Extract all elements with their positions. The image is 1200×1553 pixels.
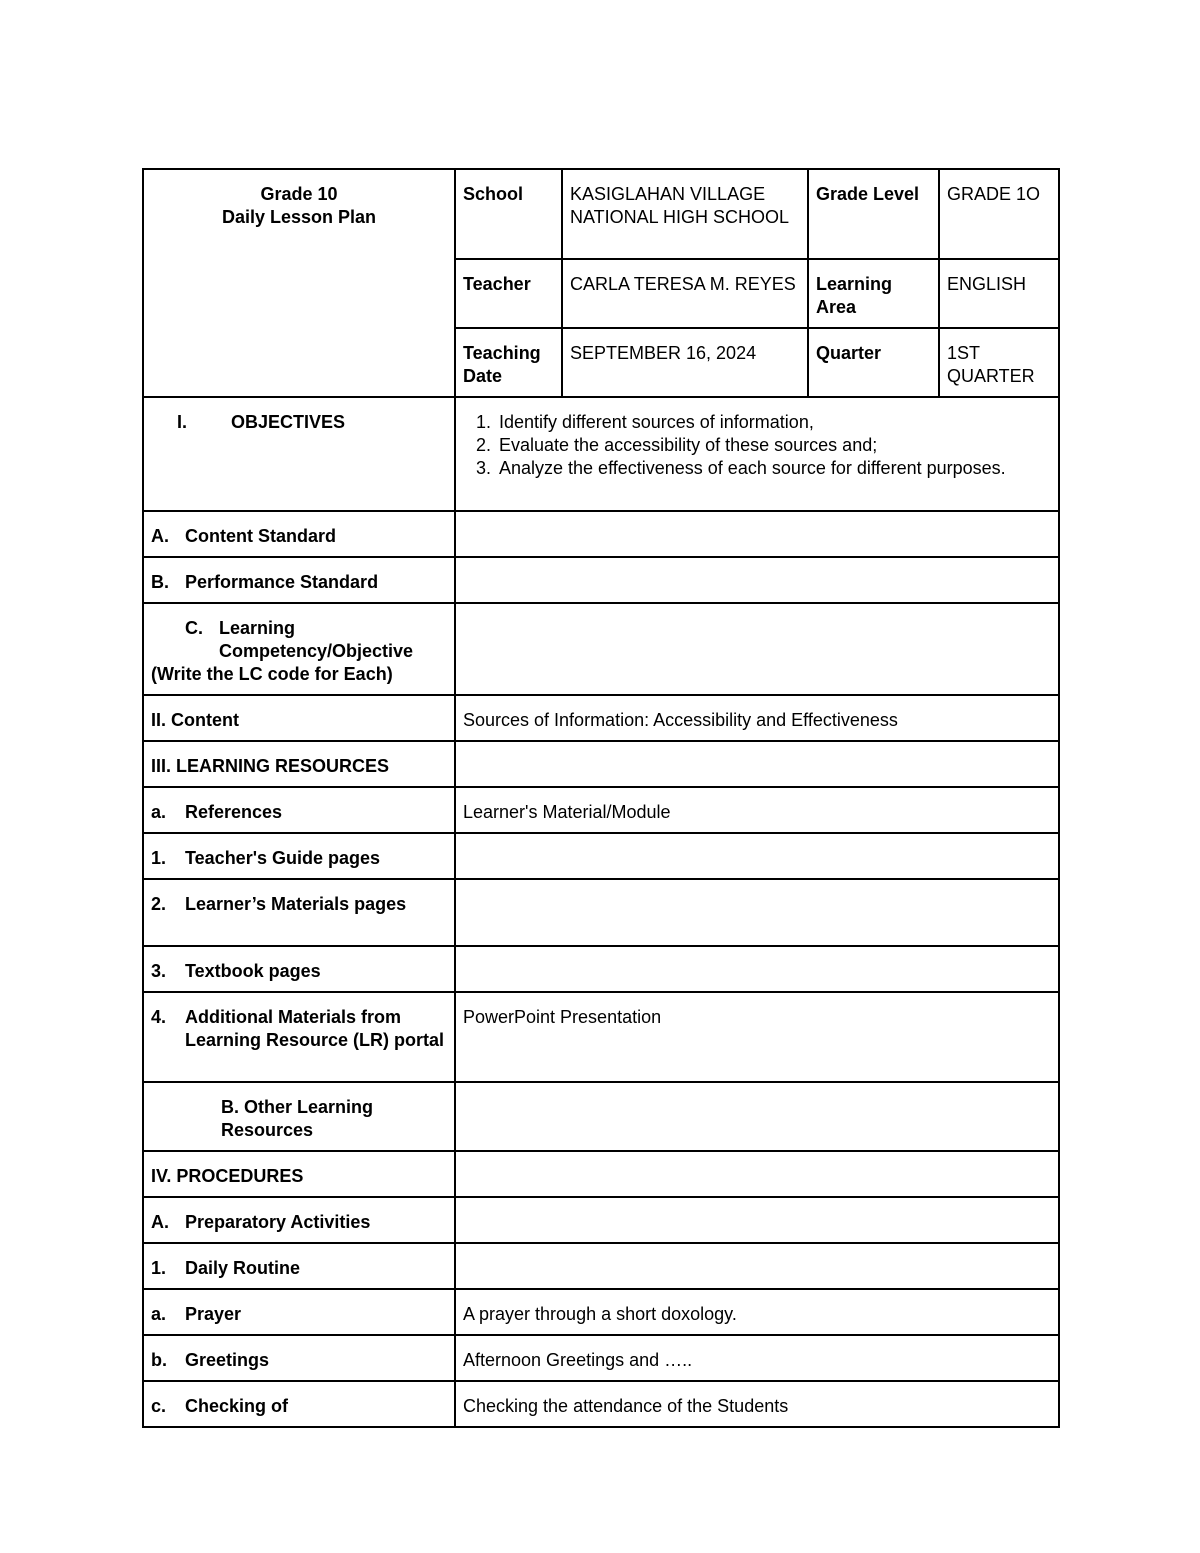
additional-materials-row — [143, 992, 1059, 1082]
performance-standard-row — [143, 557, 1059, 603]
content-standard-label: Content Standard — [185, 526, 336, 546]
objectives-label: OBJECTIVES — [231, 412, 346, 432]
school-value: KASIGLAHAN VILLAGE NATIONAL HIGH SCHOOL — [562, 169, 808, 259]
objectives-label-cell — [143, 397, 455, 511]
content-row — [143, 695, 1059, 741]
checking-value: Checking the attendance of the Students — [455, 1381, 1059, 1427]
row-number: b. — [151, 1350, 167, 1370]
learners-materials-row — [143, 879, 1059, 946]
quarter-value: 1ST QUARTER — [939, 328, 1059, 397]
prayer-value: A prayer through a short doxology. — [455, 1289, 1059, 1335]
objective-item: 3. Analyze the effectiveness of each source for different purposes. — [475, 458, 1006, 478]
row-number: 1. — [151, 848, 167, 868]
row-number: B. — [151, 572, 169, 592]
learning-resources-label: III. LEARNING RESOURCES — [143, 741, 455, 787]
teaching-date-label: Teaching Date — [455, 328, 562, 397]
objectives-number: I. — [177, 412, 188, 432]
daily-routine-value — [455, 1243, 1059, 1289]
lesson-plan-table — [142, 168, 1060, 1428]
objective-item: 1. Identify different sources of information, — [475, 412, 814, 432]
additional-materials-label: Additional Materials from Learning Resource (LR) portal — [185, 1007, 445, 1050]
teacher-value: CARLA TERESA M. REYES — [562, 259, 808, 328]
row-number: 3. — [151, 961, 167, 981]
greetings-label: Greetings — [185, 1350, 270, 1370]
checking-label: Checking of — [185, 1396, 289, 1416]
teachers-guide-row — [143, 833, 1059, 879]
other-resources-row — [143, 1082, 1059, 1151]
references-value: Learner's Material/Module — [455, 787, 1059, 833]
preparatory-label: Preparatory Activities — [185, 1212, 371, 1232]
checking-row — [143, 1381, 1059, 1427]
greetings-value: Afternoon Greetings and ….. — [455, 1335, 1059, 1381]
daily-routine-row — [143, 1243, 1059, 1289]
other-resources-label: B. Other Learning Resources — [143, 1082, 455, 1151]
row-number: C. — [185, 618, 203, 638]
school-label: School — [455, 169, 562, 259]
procedures-value — [455, 1151, 1059, 1197]
prayer-label: Prayer — [185, 1304, 242, 1324]
row-number: c. — [151, 1396, 167, 1416]
objective-item: 2. Evaluate the accessibility of these sources and; — [475, 435, 878, 455]
header-row-school — [143, 169, 1059, 259]
teaching-date-value: SEPTEMBER 16, 2024 — [562, 328, 808, 397]
learning-competency-row — [143, 603, 1059, 695]
grade-level-value: GRADE 1O — [939, 169, 1059, 259]
performance-standard-label: Performance Standard — [185, 572, 379, 592]
content-standard-row — [143, 511, 1059, 557]
learning-competency-label: Learning Competency/Objective — [219, 618, 414, 661]
learning-resources-value — [455, 741, 1059, 787]
row-number: 1. — [151, 1258, 167, 1278]
textbook-label: Textbook pages — [185, 961, 321, 981]
plan-title-cell — [143, 169, 455, 397]
learners-materials-value — [455, 879, 1059, 946]
grade-level-label: Grade Level — [808, 169, 939, 259]
learning-area-value: ENGLISH — [939, 259, 1059, 328]
row-number: A. — [151, 526, 169, 546]
content-label: II. Content — [143, 695, 455, 741]
textbook-value — [455, 946, 1059, 992]
textbook-row — [143, 946, 1059, 992]
greetings-row — [143, 1335, 1059, 1381]
learners-materials-label: Learner’s Materials pages — [185, 894, 407, 914]
objectives-row — [143, 397, 1059, 511]
additional-materials-value: PowerPoint Presentation — [455, 992, 1059, 1082]
performance-standard-value — [455, 557, 1059, 603]
row-number: 4. — [151, 1007, 167, 1027]
row-number: a. — [151, 802, 167, 822]
teachers-guide-value — [455, 833, 1059, 879]
procedures-label: IV. PROCEDURES — [143, 1151, 455, 1197]
plan-title-dlp: Daily Lesson Plan — [221, 207, 377, 227]
row-number: A. — [151, 1212, 169, 1232]
content-value: Sources of Information: Accessibility and Effectiveness — [455, 695, 1059, 741]
learning-competency-value — [455, 603, 1059, 695]
daily-routine-label: Daily Routine — [185, 1258, 301, 1278]
row-number: a. — [151, 1304, 167, 1324]
content-standard-value — [455, 511, 1059, 557]
references-row — [143, 787, 1059, 833]
objectives-list — [455, 397, 1059, 511]
other-resources-value — [455, 1082, 1059, 1151]
teacher-label: Teacher — [455, 259, 562, 328]
preparatory-row — [143, 1197, 1059, 1243]
references-label: References — [185, 802, 283, 822]
preparatory-value — [455, 1197, 1059, 1243]
procedures-row — [143, 1151, 1059, 1197]
learning-area-label: Learning Area — [808, 259, 939, 328]
quarter-label: Quarter — [808, 328, 939, 397]
prayer-row — [143, 1289, 1059, 1335]
teachers-guide-label: Teacher's Guide pages — [185, 848, 381, 868]
learning-competency-note: (Write the LC code for Each) — [151, 664, 393, 684]
row-number: 2. — [151, 894, 167, 914]
learning-resources-row — [143, 741, 1059, 787]
plan-title-grade: Grade 10 — [260, 184, 338, 204]
